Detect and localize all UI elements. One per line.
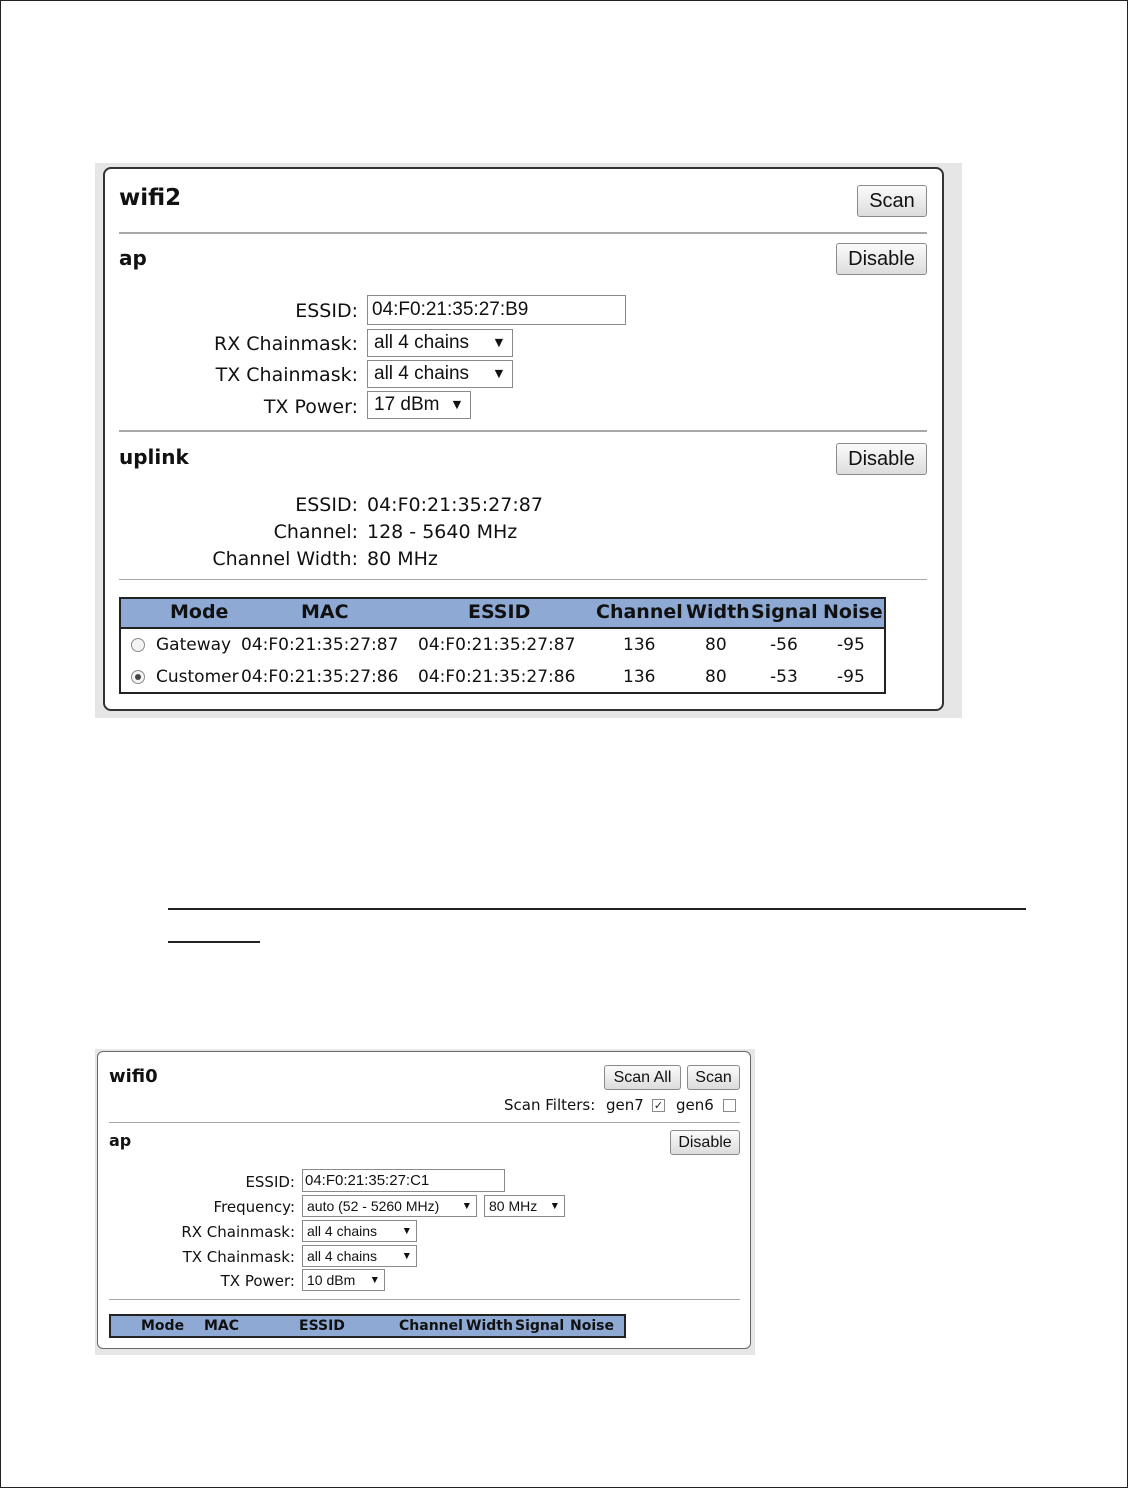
heading-underline — [168, 908, 1026, 910]
ap-rx-chainmask-select[interactable] — [302, 1220, 417, 1242]
ap-section-title: ap — [119, 246, 147, 270]
header-channel: Channel — [596, 601, 683, 623]
cell-noise: -95 — [837, 635, 865, 655]
uplink-channel-width-label: Channel Width: — [212, 548, 358, 570]
ap-tx-chainmask-label: TX Chainmask: — [182, 1248, 295, 1266]
wifi2-screenshot — [95, 163, 962, 718]
header-mac: MAC — [204, 1318, 240, 1334]
table-row[interactable] — [121, 666, 884, 692]
cell-channel: 136 — [623, 635, 656, 655]
wifi0-title: wifi0 — [109, 1066, 158, 1087]
table-row[interactable] — [121, 634, 884, 660]
table-header — [111, 1316, 624, 1336]
cell-width: 80 — [705, 635, 727, 655]
cell-signal: -53 — [770, 667, 798, 687]
row-select-radio[interactable] — [131, 670, 145, 684]
filter-gen6-checkbox[interactable] — [723, 1099, 736, 1112]
filter-gen7-checkbox[interactable]: ✓ — [653, 1099, 664, 1112]
chevron-down-icon: ▼ — [461, 1200, 472, 1212]
chevron-down-icon: ▼ — [369, 1274, 380, 1286]
ap-tx-chainmask-value: all 4 chains — [374, 363, 470, 384]
ap-tx-power-select[interactable] — [302, 1269, 385, 1291]
ap-channel-width-select[interactable] — [484, 1195, 565, 1217]
row-select-radio[interactable] — [131, 638, 145, 652]
section-divider — [109, 1122, 740, 1123]
chevron-down-icon: ▼ — [449, 397, 464, 413]
uplink-disable-button[interactable]: Disable — [836, 443, 927, 475]
heading-underline-short — [168, 941, 260, 943]
chevron-down-icon: ▼ — [491, 335, 506, 351]
ap-rx-chainmask-value: all 4 chains — [374, 332, 470, 353]
uplink-section-title: uplink — [119, 445, 189, 469]
ap-frequency-select[interactable] — [302, 1195, 477, 1217]
header-mac: MAC — [301, 601, 349, 623]
cell-signal: -56 — [770, 635, 798, 655]
ap-tx-chainmask-select[interactable] — [302, 1245, 417, 1267]
ap-frequency-value: auto (52 - 5260 MHz) — [307, 1198, 440, 1214]
ap-essid-input[interactable]: 04:F0:21:35:27:C1 — [302, 1169, 505, 1192]
scan-results-table — [119, 597, 886, 694]
cell-channel: 136 — [623, 667, 656, 687]
header-channel: Channel — [399, 1318, 463, 1334]
ap-tx-power-value: 17 dBm — [374, 394, 440, 415]
ap-tx-chainmask-select[interactable] — [367, 360, 513, 388]
wifi2-card — [103, 167, 944, 711]
header-essid: ESSID — [468, 601, 531, 623]
ap-rx-chainmask-select[interactable] — [367, 329, 513, 357]
ap-disable-button[interactable]: Disable — [836, 243, 927, 275]
wifi0-card — [97, 1051, 751, 1349]
ap-section-title: ap — [109, 1131, 132, 1150]
ap-tx-power-value: 10 dBm — [307, 1272, 356, 1288]
header-noise: Noise — [570, 1318, 614, 1334]
ap-tx-chainmask-value: all 4 chains — [307, 1248, 378, 1264]
header-signal: Signal — [751, 601, 818, 623]
filter-gen6-label: gen6 — [676, 1096, 714, 1114]
wifi0-screenshot — [95, 1049, 755, 1355]
wifi2-title: wifi2 — [119, 185, 182, 211]
chevron-down-icon: ▼ — [491, 366, 506, 382]
ap-channel-width-value: 80 MHz — [489, 1198, 538, 1214]
header-mode: Mode — [170, 601, 229, 623]
section-divider — [119, 232, 927, 234]
ap-disable-button[interactable]: Disable — [670, 1130, 740, 1155]
ap-rx-chainmask-label: RX Chainmask: — [214, 333, 358, 355]
cell-essid: 04:F0:21:35:27:87 — [418, 635, 576, 655]
cell-noise: -95 — [837, 667, 865, 687]
uplink-essid-label: ESSID: — [295, 494, 358, 516]
header-signal: Signal — [515, 1318, 565, 1334]
cell-mode: Gateway — [156, 635, 232, 655]
ap-rx-chainmask-label: RX Chainmask: — [181, 1223, 295, 1241]
ap-essid-label: ESSID: — [295, 300, 358, 322]
table-header — [121, 599, 884, 629]
header-noise: Noise — [823, 601, 883, 623]
ap-tx-power-label: TX Power: — [220, 1272, 295, 1290]
uplink-essid-value: 04:F0:21:35:27:87 — [367, 494, 543, 516]
chevron-down-icon: ▼ — [549, 1200, 560, 1212]
header-essid: ESSID — [299, 1318, 345, 1334]
scan-filters-label: Scan Filters: — [504, 1096, 596, 1114]
chevron-down-icon: ▼ — [401, 1225, 412, 1237]
scan-results-table — [109, 1314, 626, 1338]
ap-tx-chainmask-label: TX Chainmask: — [215, 364, 358, 386]
ap-tx-power-select[interactable] — [367, 391, 471, 419]
uplink-channel-label: Channel: — [273, 521, 358, 543]
ap-essid-label: ESSID: — [245, 1173, 295, 1191]
scan-all-button[interactable]: Scan All — [604, 1065, 681, 1090]
header-width: Width — [686, 601, 750, 623]
uplink-channel-value: 128 - 5640 MHz — [367, 521, 518, 543]
scan-button[interactable]: Scan — [857, 185, 927, 217]
header-width: Width — [466, 1318, 513, 1334]
scan-button[interactable]: Scan — [687, 1065, 740, 1090]
ap-rx-chainmask-value: all 4 chains — [307, 1223, 378, 1239]
cell-mac: 04:F0:21:35:27:87 — [241, 635, 399, 655]
cell-width: 80 — [705, 667, 727, 687]
ap-frequency-label: Frequency: — [213, 1198, 295, 1216]
chevron-down-icon: ▼ — [401, 1250, 412, 1262]
cell-mode: Customer — [156, 667, 239, 687]
section-divider — [119, 430, 927, 432]
uplink-channel-width-value: 80 MHz — [367, 548, 438, 570]
ap-tx-power-label: TX Power: — [263, 396, 358, 418]
cell-mac: 04:F0:21:35:27:86 — [241, 667, 399, 687]
header-mode: Mode — [141, 1318, 185, 1334]
cell-essid: 04:F0:21:35:27:86 — [418, 667, 576, 687]
section-divider — [109, 1299, 740, 1300]
section-divider — [119, 579, 927, 580]
ap-essid-input[interactable]: 04:F0:21:35:27:B9 — [367, 295, 626, 325]
filter-gen7-label: gen7 — [606, 1096, 644, 1114]
